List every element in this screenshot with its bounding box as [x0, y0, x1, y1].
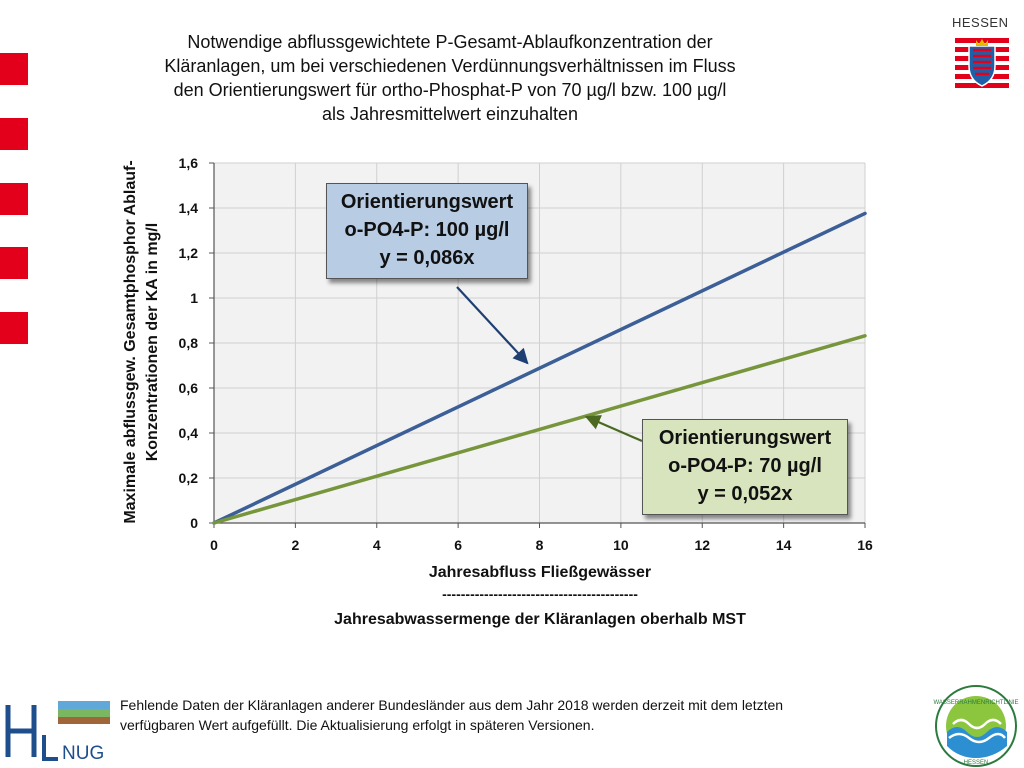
- footnote-line: verfügbaren Wert aufgefüllt. Die Aktualisierung erfolgt in späteren Versionen.: [120, 717, 595, 733]
- title-line: den Orientierungswert für ortho-Phosphat-P von 70 µg/l bzw. 100 µg/l: [173, 80, 727, 100]
- annotation-100: [326, 183, 528, 279]
- x-tick-label: 8: [535, 537, 544, 553]
- x-tick-label: 0: [210, 537, 218, 553]
- y-tick-label: 0,6: [178, 380, 198, 396]
- title-line: Notwendige abflussgewichtete P-Gesamt-Ablaufkonzentration der: [187, 32, 713, 52]
- footnote: [120, 695, 880, 735]
- x-axis-title: Jahresabfluss Fließgewässer: [428, 564, 652, 581]
- annotation-line: y = 0,086x: [379, 247, 475, 269]
- x-tick-label: 2: [291, 537, 300, 553]
- y-axis-title: [120, 152, 164, 532]
- annotation-line: o-PO4-P: 70 µg/l: [668, 455, 822, 477]
- annotation-line: Orientierungswert: [658, 427, 832, 449]
- title-line: Kläranlagen, um bei verschiedenen Verdünnungsverhältnissen im Fluss: [164, 56, 736, 76]
- title-line: als Jahresmittelwert einzuhalten: [321, 104, 579, 124]
- x-tick-label: 14: [775, 537, 792, 553]
- y-tick-label: 0,2: [178, 470, 198, 486]
- annotation-70: [642, 419, 848, 515]
- x-axis-subtitle: Jahresabwassermenge der Kläranlagen oberhalb MST: [334, 611, 746, 628]
- y-axis-title-line: Maximale abflussgew. Gesamtphosphor Ablauf-: [122, 160, 139, 524]
- y-tick-label: 0,4: [178, 425, 198, 441]
- state-label: HESSEN: [952, 15, 1009, 30]
- footnote-line: Fehlende Daten der Kläranlagen anderer Bundesländer aus dem Jahr 2018 werden derzeit mit dem letzten: [120, 697, 784, 713]
- y-tick-label: 1,4: [178, 200, 198, 216]
- annotation-line: y = 0,052x: [697, 483, 793, 505]
- y-tick-label: 1,6: [178, 155, 198, 171]
- y-tick-label: 0: [190, 515, 198, 531]
- annotation-line: o-PO4-P: 100 µg/l: [344, 219, 510, 241]
- x-axis-title-separator: ------------------------------------------: [442, 586, 638, 602]
- x-tick-label: 6: [454, 537, 463, 553]
- y-tick-label: 1: [190, 290, 198, 306]
- x-tick-label: 12: [694, 537, 711, 553]
- wrrl-hessen-logo: [933, 684, 1019, 768]
- hlnug-logo: [0, 695, 118, 768]
- hlnug-logo-text: NUG: [62, 743, 105, 764]
- y-tick-label: 1,2: [178, 245, 198, 261]
- x-tick-label: 16: [857, 537, 873, 553]
- wrrl-logo-text: WASSERRAHMENRICHTLINIE: [933, 700, 1019, 706]
- x-tick-label: 4: [372, 537, 381, 553]
- y-tick-label: 0,8: [178, 335, 198, 351]
- x-tick-label: 10: [613, 537, 629, 553]
- wrrl-logo-subtext: HESSEN: [963, 760, 989, 766]
- annotation-line: Orientierungswert: [340, 191, 514, 213]
- y-axis-title-line: Konzentrationen der KA in mg/l: [144, 222, 161, 462]
